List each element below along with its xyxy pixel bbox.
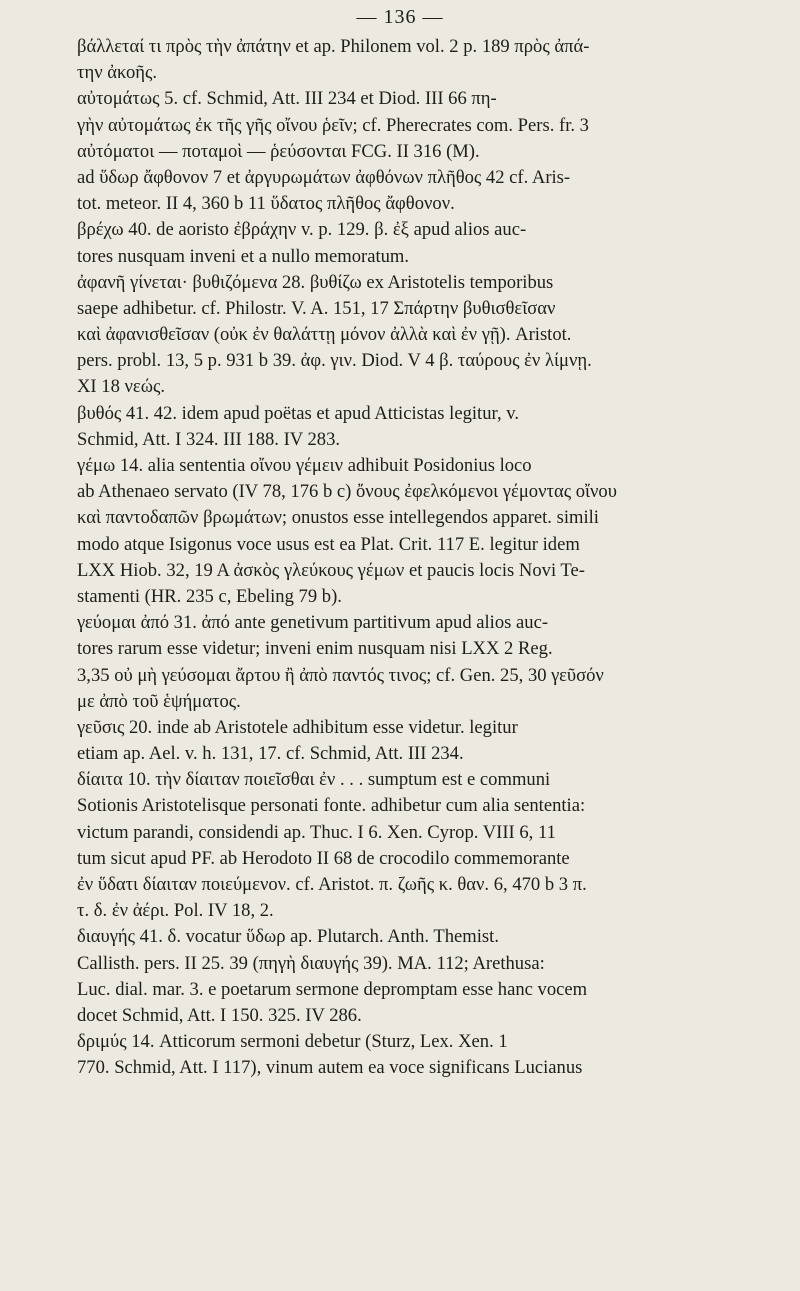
text-line <box>77 1134 771 1160</box>
text-line: ab Athenaeo servato (IV 78, 176 b c) ὄνους ἐφελκόμενοι γέμοντας οἴνου <box>77 481 617 503</box>
text-line <box>77 1239 771 1265</box>
text-line: 3,35 οὐ μὴ γεύσομαι ἄρτου ἢ ἀπὸ παντός τινος; cf. Gen. 25, 30 γεῦσόν <box>77 664 604 686</box>
text-line: τ. δ. ἐν ἀέρι. Pol. IV 18, 2. <box>77 900 274 922</box>
text-line: γεύομαι ἀπό 31. ἀπό ante genetivum partitivum apud alios auc- <box>77 612 549 634</box>
text-line: την ἀκοῆς. <box>77 62 157 84</box>
text-line: γέμω 14. alia sententia οἴνου γέμειν adhibuit Posidonius loco <box>77 455 532 476</box>
text-line: δριμύς 14. Atticorum sermoni debetur (Sturz, Lex. Xen. 1 <box>77 1031 508 1053</box>
body-text <box>77 34 771 1291</box>
text-line: modo atque Isigonus voce usus est ea Plat. Crit. 117 E. legitur idem <box>77 533 580 555</box>
text-line <box>77 1212 771 1238</box>
text-line: ἀφανῆ γίνεται· βυθιζόμενα 28. βυθίζω ex Aristotelis temporibus <box>77 271 554 293</box>
text-line: victum parandi, considendi ap. Thuc. I 6. Xen. Cyrop. VIII 6, 11 <box>77 821 556 843</box>
text-line <box>77 1265 771 1291</box>
text-line: γεῦσις 20. inde ab Aristotele adhibitum esse videtur. legitur <box>77 716 518 738</box>
text-line <box>77 1160 771 1186</box>
text-line <box>77 1082 771 1108</box>
text-line: καὶ παντοδαπῶν βρωμάτων; onustos esse intellegendos apparet. simili <box>77 507 599 529</box>
text-line: Sotionis Aristotelisque personati fonte. adhibetur cum alia sententia: <box>77 795 586 817</box>
text-line: Callisth. pers. II 25. 39 (πηγὴ διαυγής 39). MA. 112; Arethusa: <box>77 952 545 974</box>
text-line: δίαιτα 10. τὴν δίαιταν ποιεῖσθαι ἐν . . . sumptum est e communi <box>77 769 551 791</box>
text-line: διαυγής 41. δ. vocatur ὕδωρ ap. Plutarch. Anth. Themist. <box>77 926 499 948</box>
text-line: βρέχω 40. de aoristo ἐβράχην v. p. 129. β. ἐξ apud alios auc- <box>77 219 527 241</box>
text-line: Luc. dial. mar. 3. e poetarum sermone depromptam esse hanc vocem <box>77 978 588 1000</box>
text-line <box>77 1108 771 1134</box>
text-line: αὐτομάτως 5. cf. Schmid, Att. III 234 et Diod. III 66 πη- <box>77 88 497 110</box>
text-line: γὴν αὐτομάτως ἐκ τῆς γῆς οἴνου ῥεῖν; cf. Pherecrates com. Pers. fr. 3 <box>77 114 589 136</box>
text-line: stamenti (HR. 235 c, Ebeling 79 b). <box>77 585 342 607</box>
text-line: etiam ap. Ael. v. h. 131, 17. cf. Schmid, Att. III 234. <box>77 743 464 765</box>
text-line <box>77 1186 771 1212</box>
text-line: βυθός 41. 42. idem apud poëtas et apud Atticistas legitur, v. <box>77 402 519 424</box>
text-line: tores nusquam inveni et a nullo memoratum. <box>77 245 410 267</box>
text-line: tum sicut apud PF. ab Herodoto II 68 de crocodilo commemorante <box>77 847 570 869</box>
text-line: pers. probl. 13, 5 p. 931 b 39. ἀφ. γιν. Diod. V 4 β. ταύρους ἐν λίμνῃ. <box>77 350 592 372</box>
text-line: saepe adhibetur. cf. Philostr. V. A. 151, 17 Σπάρτην βυθισθεῖσαν <box>77 297 556 319</box>
text-line: ἐν ὕδατι δίαιταν ποιεύμενον. cf. Aristot. π. ζωῆς κ. θαν. 6, 470 b 3 π. <box>77 874 587 895</box>
text-line: με ἀπὸ τοῦ ἑψήματος. <box>77 690 241 712</box>
text-line: ad ὕδωρ ἄφθονον 7 et ἀργυρωμάτων ἀφθόνων πλῆθος 42 cf. Aris- <box>77 166 571 188</box>
text-line: 770. Schmid, Att. I 117), vinum autem ea voce significans Lucianus <box>77 1057 583 1079</box>
text-line: αὐτόματοι — ποταμοὶ — ῥεύσονται FCG. II 316 (M). <box>77 140 480 162</box>
text-line: docet Schmid, Att. I 150. 325. IV 286. <box>77 1004 362 1026</box>
text-line: tot. meteor. II 4, 360 b 11 ὕδατος πλῆθος ἄφθονον. <box>77 193 455 215</box>
text-line: καὶ ἀφανισθεῖσαν (οὐκ ἐν θαλάττῃ μόνον ἀλλὰ καὶ ἐν γῇ). Aristot. <box>77 324 572 346</box>
text-line: tores rarum esse videtur; inveni enim nusquam nisi LXX 2 Reg. <box>77 638 553 660</box>
text-line: LXX Hiob. 32, 19 A ἀσκὸς γλεύκους γέμων et paucis locis Novi Te- <box>77 559 585 581</box>
text-line: XI 18 νεώς. <box>77 376 165 398</box>
page-number: — 136 — <box>356 6 444 28</box>
text-line: Schmid, Att. I 324. III 188. IV 283. <box>77 428 341 450</box>
text-line: βάλλεταί τι πρὸς τὴν ἀπάτην et ap. Philonem vol. 2 p. 189 πρὸς ἀπά- <box>77 36 590 57</box>
